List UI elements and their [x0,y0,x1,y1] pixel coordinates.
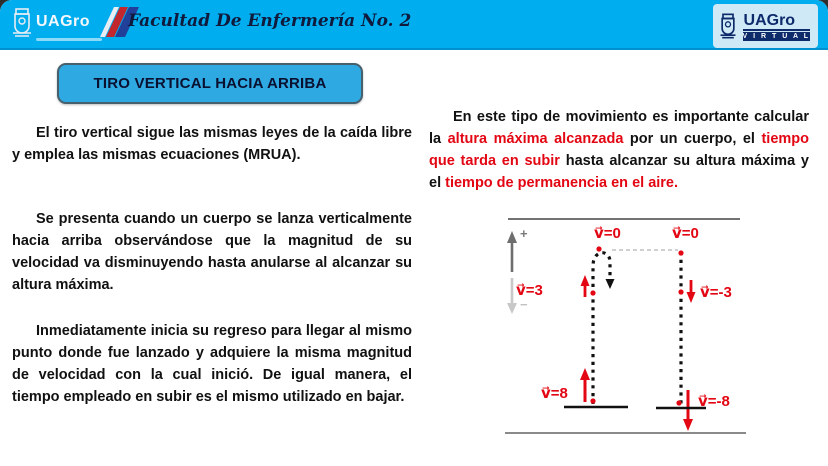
point-up-mid [590,290,595,295]
uagro-virtual-name: UAGro [743,12,810,31]
label-v8-up: v⃗=8 [541,385,568,402]
velocity-arrowhead-launch [580,368,590,380]
text-segment: hasta alcanzar su altura máxima y el [429,153,809,191]
text-segment: En este tipo de movimiento es importante calcular la [429,109,809,147]
axis-plus-sign: + [520,226,528,241]
velocity-arrowhead-down-mid [687,292,696,303]
label-v0-right: v⃗=0 [672,225,699,242]
axis-down-arrowhead [507,303,517,314]
velocity-arrowhead-landing [683,419,693,431]
label-v0-left: v⃗=0 [594,225,621,242]
paragraph-regreso: Inmediatamente inicia su regreso para llegar al mismo punto donde fue lanzado y adquiere la misma magnitud de velocidad con la cual inició. De igual manera, el tiempo empleado en subir es el mismo utilizado en bajar. [12,323,412,405]
trajectory-turn-arrowhead [606,279,615,289]
velocity-arrowhead-up-mid [581,275,590,286]
point-landing [676,400,681,405]
faculty-title: Facultad De Enfermería No. 2 [128,11,412,31]
point-launch [590,398,595,403]
highlight-tiempo-subir: tiempo que tarda en subir [429,131,809,169]
text-segment: por un cuerpo, el [623,131,762,147]
paragraph-leyes: El tiro vertical sigue las mismas leyes de la caída libre y emplea las mismas ecuaciones (MRUA). [12,125,412,163]
point-down-mid [678,289,683,294]
point-apex-right [678,250,683,255]
trajectory-up-dotted [593,253,610,404]
slide-title: TIRO VERTICAL HACIA ARRIBA [93,75,327,92]
axis-minus-sign: − [520,297,528,312]
highlight-altura-maxima: altura máxima alcanzada [447,131,624,147]
label-v3-up: v⃗=3 [516,282,543,299]
paragraph-se-presenta: Se presenta cuando un cuerpo se lanza verticalmente hacia arriba observándose que la magnitud de su velocidad va disminuyendo hasta anularse al alcanzar su altura máxima. [12,211,412,293]
uagro-virtual-sub: V I R T U A L [742,32,810,40]
point-apex [596,246,601,251]
label-v8-down: v⃗=-8 [698,393,730,410]
highlight-tiempo-permanencia: tiempo de permanencia en el aire. [445,175,679,191]
axis-up-arrowhead [507,231,517,243]
label-v3-down: v⃗=-3 [700,284,732,301]
uagro-logo-text: UAGro [36,13,91,30]
